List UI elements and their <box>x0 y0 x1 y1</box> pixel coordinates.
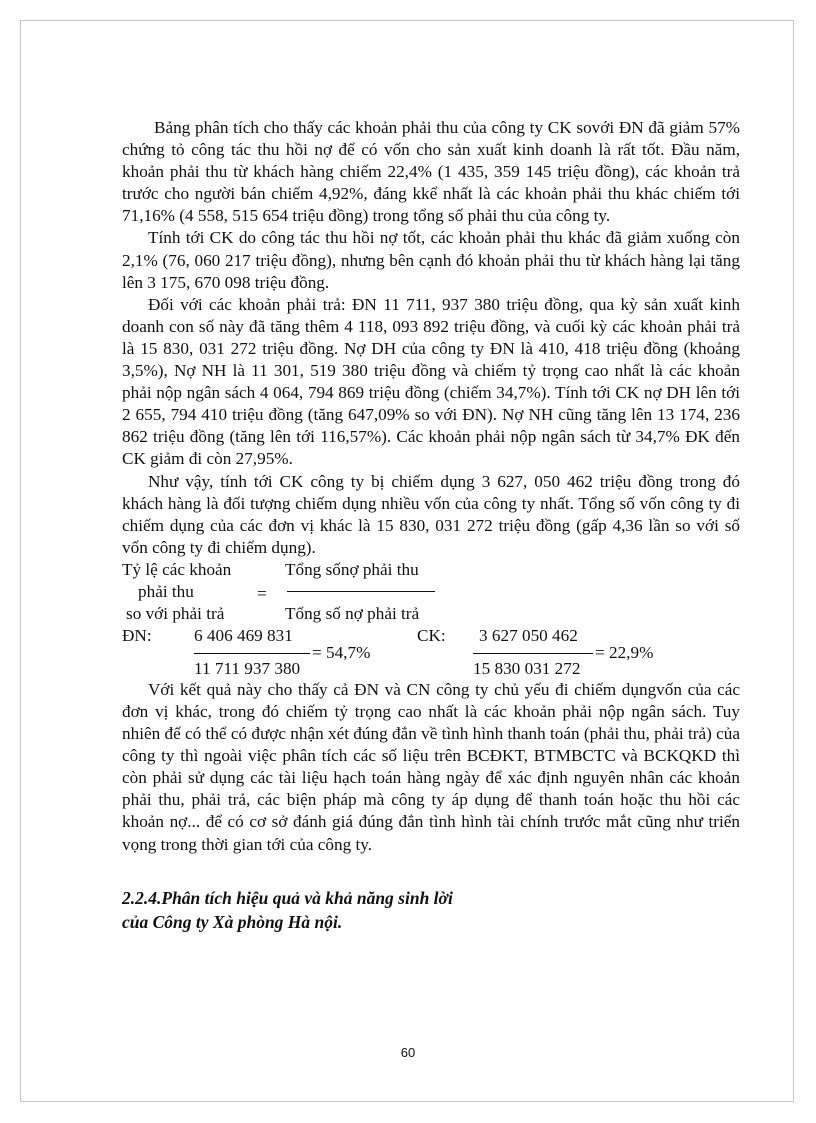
calc-ck-result: = 22,9% <box>595 642 654 662</box>
calc-dn-numerator: 6 406 469 831 <box>194 625 293 645</box>
paragraph-receivables-end-period: Tính tới CK do công tác thu hồi nợ tốt, các khoản phải thu khác đã giảm xuống còn 2,1% (76, 060 217 triệu đồng), nhưng bên cạnh đó khoản phải thu từ khách hàng lại tăng lên 3 175, 670 098 triệu đồng. <box>122 228 740 292</box>
ratio-label-line2: phải thu <box>138 581 194 601</box>
calc-ck-denominator: 15 830 031 272 <box>473 658 581 678</box>
calc-dn-denominator: 11 711 937 380 <box>194 658 301 678</box>
ratio-formula <box>122 559 740 625</box>
paragraph-payables: Đối với các khoản phải trả: ĐN 11 711, 937 380 triệu đồng, qua kỳ sản xuất kinh doanh con số này đã tăng thêm 4 118, 093 892 triệu đồng, và cuối kỳ các khoản phải trả là 15 830, 031 272 triệu đồng. Nợ DH của công ty ĐN là 410, 418 triệu đồng (khoảng 3,5%), Nợ NH là 11 301, 519 380 triệu đồng và chiếm tỷ trọng cao nhất là các khoản phải nộp ngân sách 4 064, 794 869 triệu đồng (chiếm 34,7%). Tính tới CK nợ DH lên tới 2 655, 794 410 triệu đồng (tăng 647,09% so với ĐN). Nợ NH cũng tăng lên 13 174, 236 862 triệu đồng (tăng lên tới 116,57%). Các khoản phải nộp ngân sách từ 34,7% ĐK đến CK giảm đi còn 27,95%. <box>122 294 740 469</box>
calc-ck-numerator: 3 627 050 462 <box>479 625 578 645</box>
ratio-equals-sign: = <box>257 583 267 603</box>
calc-dn-label: ĐN: <box>122 625 152 645</box>
ratio-label-line1: Tỷ lệ các khoản <box>122 559 232 579</box>
page-number: 60 <box>400 1045 416 1060</box>
ratio-denominator: Tổng số nợ phải trả <box>285 603 420 623</box>
paragraph-capital-appropriation: Như vậy, tính tới CK công ty bị chiếm dụng 3 627, 050 462 triệu đồng trong đó khách hàng là đối tượng chiếm dụng nhiều vốn của công ty nhất. Tổng số vốn công ty đi chiếm dụng của các đơn vị khác là 15 830, 031 272 triệu đồng (gấp 4,36 lần so với số vốn công ty đi chiếm dụng). <box>122 471 740 557</box>
ratio-label-line3: so với phải trả <box>126 603 225 623</box>
section-heading <box>122 886 740 934</box>
section-heading-line2: của Công ty Xà phòng Hà nội. <box>122 911 343 932</box>
paragraph-receivables-analysis: Bảng phân tích cho thấy các khoản phải thu của công ty CK sovới ĐN đã giảm 57% chứng tỏ công tác thu hồi nợ để có vốn cho sản xuất kinh doanh là rất tốt. Đầu năm, khoản phải thu từ khách hàng chiếm 22,4% (1 435, 359 145 triệu đồng), các khoản trả trước cho người bán chiếm 4,92%, đáng kkể nhất là các khoản phải thu khác chiếm tới 71,16% (4 558, 515 654 triệu đồng) trong tổng số phải thu của công ty. <box>122 118 740 226</box>
calc-dn-fraction-bar <box>194 653 310 654</box>
calc-ck-label: CK: <box>417 625 446 645</box>
ratio-fraction-bar <box>287 591 435 592</box>
section-heading-line1: 2.2.4.Phân tích hiệu quả và khả năng sinh lời <box>122 887 453 908</box>
calc-ck-fraction-bar <box>473 653 593 654</box>
paragraph-conclusion: Với kết quả này cho thấy cả ĐN và CN công ty chủ yếu đi chiếm dụngvốn của các đơn vị khác, trong đó chiếm tỷ trọng cao nhất là các khoản phải nộp ngân sách. Tuy nhiên để có thể có được nhận xét đúng đắn về tình hình thanh toán (phải thu, phải trả) của công ty thì ngoài việc phân tích các số liệu trên BCĐKT, BTMBCTC và BCKQKD thì còn phải sử dụng các tài liệu hạch toán hàng ngày để xác định nguyên nhân các khoản phải thu, phải trả, các biện pháp mà công ty áp dụng để thanh toán hoặc thu hồi các khoản nợ... để có cơ sở đánh giá đúng đắn tình hình tài chính trước mắt cũng như triển vọng trong thời gian tới của công ty. <box>122 679 740 854</box>
calc-dn-result: = 54,7% <box>312 642 371 662</box>
ratio-calculations <box>122 625 740 679</box>
ratio-numerator: Tổng sốnợ phải thu <box>285 559 419 579</box>
document-body <box>122 117 740 934</box>
